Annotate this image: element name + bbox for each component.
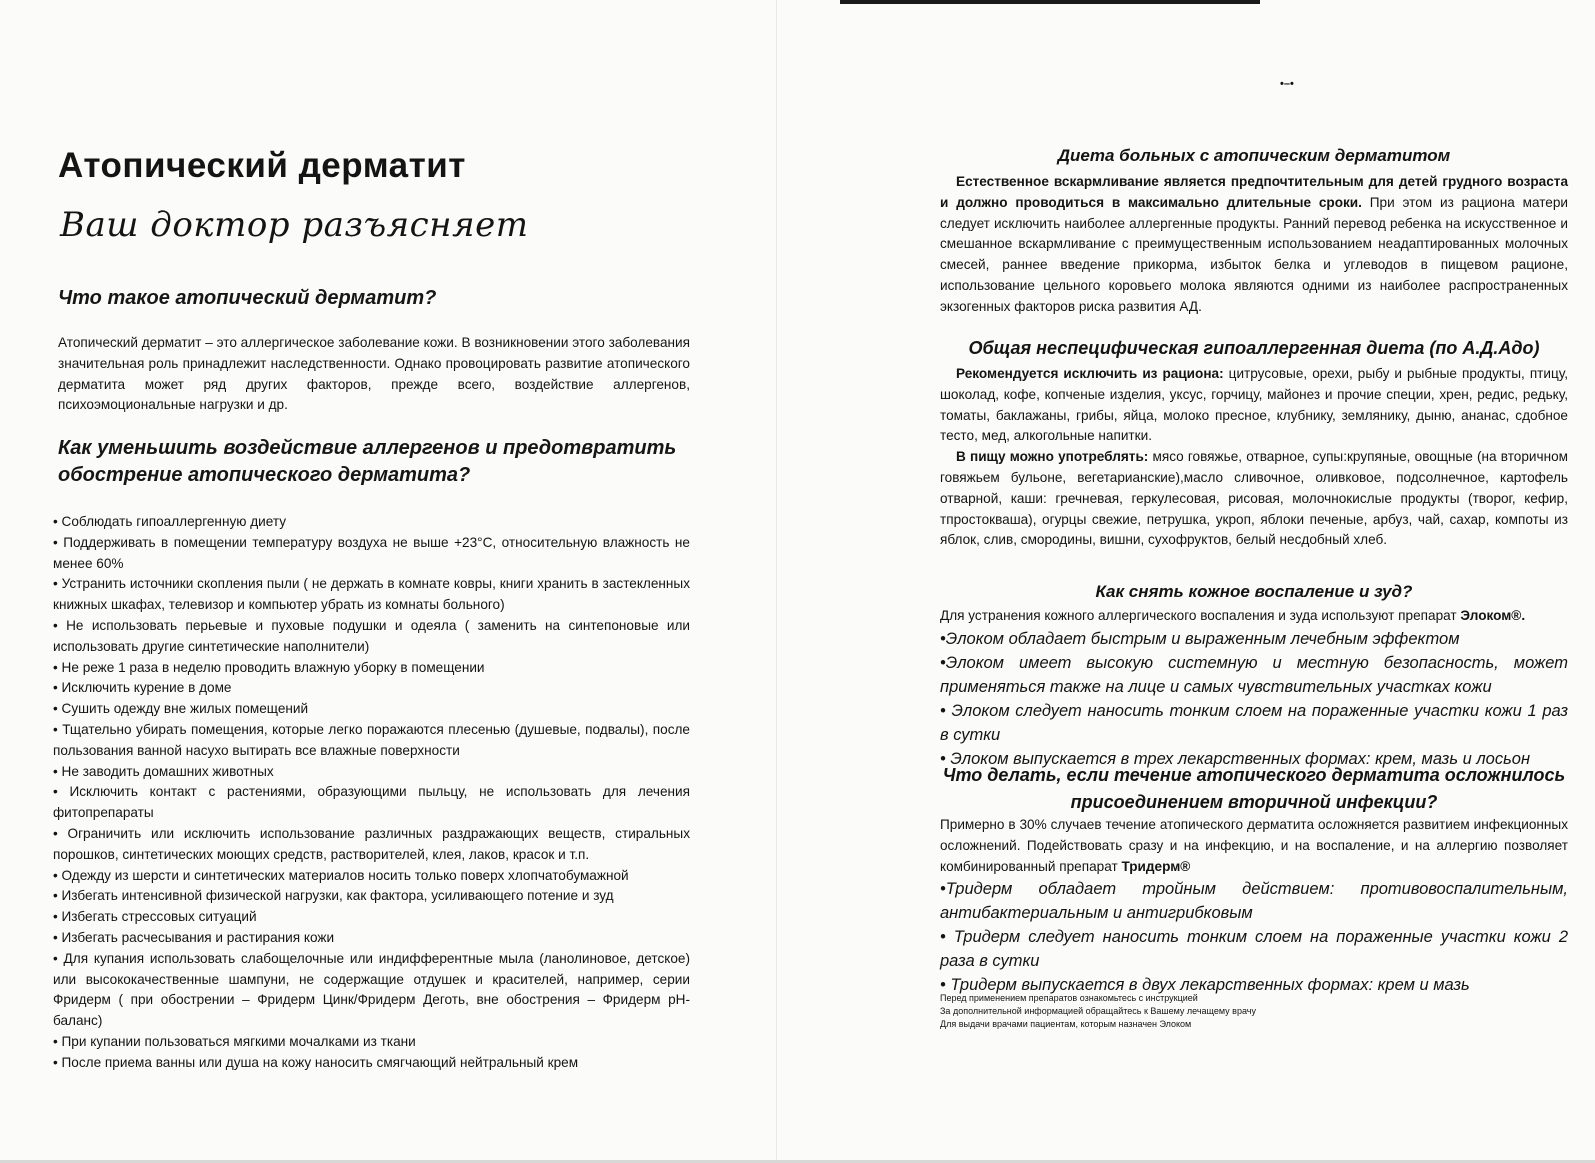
heading-diet: Диета больных с атопическим дерматитом: [1057, 146, 1451, 165]
list-item: • Не заводить домашних животных: [53, 763, 274, 779]
elokom-list: [940, 627, 1568, 771]
list-item: • Устранить источники скопления пыли ( не держать в комнате ковры, книги хранить в застекленных книжных шкафах, телевизор и компьютер убрать из комнаты больного): [53, 576, 690, 613]
list-item: •Элоком обладает быстрым и выраженным лечебным эффектом: [940, 629, 1460, 648]
diet-text: При этом из рациона матери следует исключить наиболее аллергенные продукты. Ранний перевод ребенка на искусственное и смешанное вскармливание с преимущественным использованием неадаптированных молочных смесей, раннее введение прикорма, избыток белка и углеводов в пищевом рационе, использование цельного коровьего молока являются одними из наиболее распространенных экзогенных факторов риска развития АД.: [940, 194, 1568, 314]
page-fold: [776, 0, 777, 1163]
list-item: • Исключить курение в доме: [53, 680, 232, 696]
footnote: Перед применением препаратов ознакомьтесь с инструкцией: [940, 993, 1198, 1003]
list-item: • Поддерживать в помещении температуру воздуха не выше +23°C, относительную влажность не менее 60%: [53, 534, 690, 571]
intro-paragraph: Атопический дерматит – это аллергическое заболевание кожи. В возникновении этого заболевания значительная роль принадлежит наследственности. Однако провоцировать развитие атопического дерматита может ряд других факторов, прежде всего, воздействие аллергенов, психоэмоциональные нагрузки и др.: [58, 335, 690, 413]
infection-block: [940, 815, 1568, 997]
infection-paragraph: [940, 815, 1568, 877]
list-item: •Элоком имеет высокую системную и местную безопасность, может применяться также на лице и самых чувствительных участках кожи: [940, 653, 1568, 696]
page-subtitle: Ваш доктор разъясняет: [60, 205, 529, 245]
itch-block: [940, 606, 1568, 771]
tips-list: [53, 512, 690, 1074]
scan-top-edge: [840, 0, 1260, 4]
page-title: Атопический дерматит: [58, 146, 466, 185]
list-item: • Избегать стрессовых ситуаций: [53, 909, 257, 925]
diet-bold-text: Естественное вскармливание является предпочтительным для детей грудного возраста и должно проводиться в максимально длительные сроки.: [940, 174, 1568, 210]
triderm-list: [940, 877, 1568, 997]
allow-text: мясо говяжье, отварное, супы:крупяные, овощные (на вторичном говяжьем бульоне, вегетарианские),масло сливочное, оливковое, подсолнечное, картофель отварной, каши: гречневая, геркулесовая, рисовая, молочнокислые продукты (творог, кефир, тпростокваша), огурцы свежие, петрушка, укроп, яблоки печеные, арбуз, чай, сахар, компоты из яблок, слив, смородины, вишни, сухофруктов, белый несдобный хлеб.: [940, 449, 1568, 548]
list-item: •Тридерм обладает тройным действием: противовоспалительным, антибактериальным и антигрибковым: [940, 880, 1568, 923]
scan-mark: •–•: [1280, 78, 1294, 90]
infection-text: Примерно в 30% случаев течение атопического дерматита осложняется развитием инфекционных осложнений. Подействовать сразу и на инфекцию, и на воспаление, и на аллергию позволяет комбинированный препарат: [940, 817, 1568, 874]
itch-drug: Элоком®.: [1460, 608, 1526, 623]
general-diet-block: [940, 364, 1568, 551]
footnote: За дополнительной информацией обращайтесь к Вашему лечащему врачу: [940, 1006, 1256, 1016]
list-item: • Соблюдать гипоаллергенную диету: [53, 514, 287, 529]
list-item: • При купании пользоваться мягкими мочалками из ткани: [53, 1033, 416, 1049]
footnote: Для выдачи врачами пациентам, которым назначен Элоком: [940, 1019, 1192, 1029]
list-item: • Для купания использовать слабощелочные или индифферентные мыла (ланолиновое, детское) или высококачественные шампуни, не содержащие отдушек и красителей, например, серии Фридерм ( при обострении – Фридерм Цинк/Фридерм Деготь, вне обострения – Фридерм рН-баланс): [53, 950, 690, 1029]
diet-paragraph: [940, 172, 1568, 318]
list-item: • Исключить контакт с растениями, образующими пыльцу, не использовать для лечения фитопрепараты: [53, 784, 690, 821]
list-item: • Не реже 1 раза в неделю проводить влажную уборку в помещении: [53, 659, 485, 675]
list-item: • Тридерм следует наносить тонким слоем на пораженные участки кожи 2 раза в сутки: [940, 928, 1568, 971]
heading-infection: Что делать, если течение атопического дерматита осложнилось присоединением вторичной инфекции?: [942, 765, 1566, 812]
list-item: • Не использовать перьевые и пуховые подушки и одеяла ( заменить на синтепоновые или использовать другие синтетические наполнители): [53, 617, 690, 654]
heading-what-is: Что такое атопический дерматит?: [58, 287, 437, 309]
list-item: • Ограничить или исключить использование различных раздражающих веществ, стиральных порошков, синтетических моющих средств, растворителей, клея, лаков, красок и т.п.: [53, 825, 690, 862]
exclude-label: Рекомендуется исключить из рациона:: [956, 366, 1224, 381]
allow-paragraph: [940, 447, 1568, 551]
heading-itch: Как снять кожное воспаление и зуд?: [1095, 582, 1413, 601]
allow-label: В пищу можно употреблять:: [956, 449, 1149, 465]
itch-text: Для устранения кожного аллергического воспаления и зуда используют препарат: [940, 608, 1461, 623]
footnotes: [940, 992, 1568, 1031]
list-item: • Избегать интенсивной физической нагрузки, как фактора, усиливающего потение и зуд: [53, 888, 614, 904]
list-item: • Элоком следует наносить тонким слоем на пораженные участки кожи 1 раз в сутки: [940, 701, 1568, 744]
exclude-text: цитрусовые, орехи, рыбу и рыбные продукты, птицу, шоколад, кофе, копченые изделия, уксус, горчицу, майонез и прочие специи, хрен, редис, редьку, томаты, баклажаны, грибы, яйца, молоко пресное, клубнику, землянику, дыню, ананас, сдобное тесто, мед, алкогольные напитки.: [940, 366, 1568, 444]
itch-paragraph: [940, 606, 1568, 627]
heading-how-to-reduce: Как уменьшить воздействие аллергенов и предотвратить обострение атопического дерматита?: [58, 437, 677, 486]
list-item: • Элоком выпускается в трех лекарственных формах: крем, мазь и лосьон: [940, 749, 1531, 768]
exclude-paragraph: [940, 364, 1568, 447]
list-item: • Тщательно убирать помещения, которые легко поражаются плесенью (душевые, подвалы), после пользования ванной насухо вытирать все влажные поверхности: [53, 721, 690, 758]
list-item: • Тридерм выпускается в двух лекарственных формах: крем и мазь: [940, 976, 1470, 995]
list-item: • Сушить одежду вне жилых помещений: [53, 701, 309, 717]
list-item: • Одежду из шерсти и синтетических материалов носить только поверх хлопчатобумажной: [53, 867, 629, 883]
list-item: • Избегать расчесывания и растирания кожи: [53, 929, 335, 945]
list-item: • После приема ванны или душа на кожу наносить смягчающий нейтральный крем: [53, 1054, 579, 1070]
heading-general-diet: Общая неспецифическая гипоаллергенная диета (по А.Д.Адо): [968, 338, 1540, 358]
infection-drug: Тридерм®: [1121, 858, 1191, 874]
